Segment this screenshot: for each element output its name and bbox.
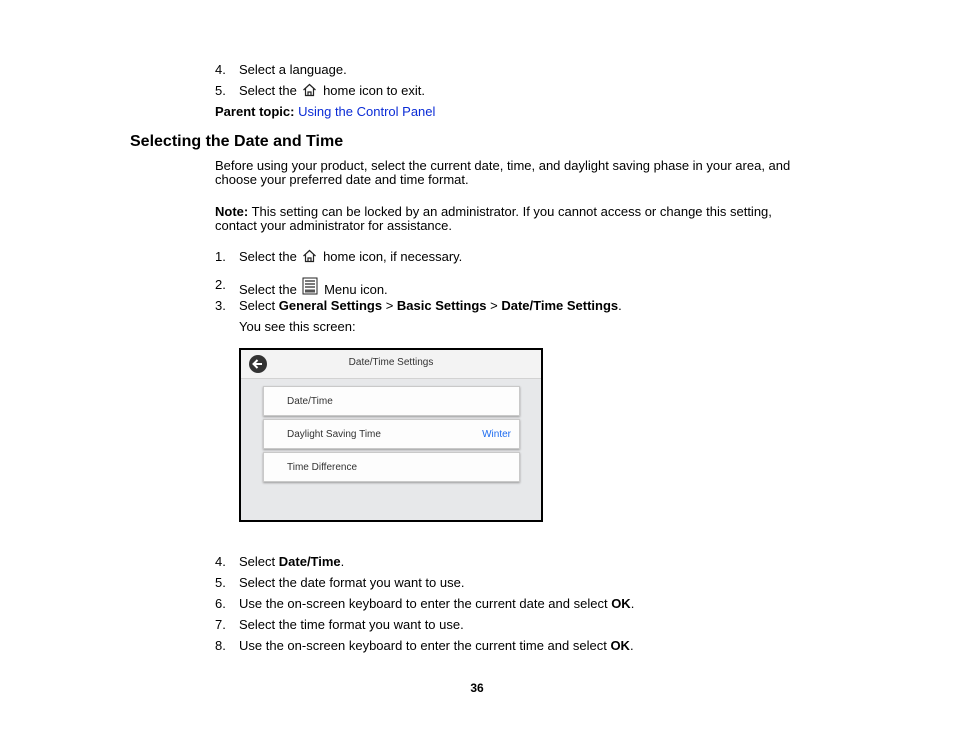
step-7-num: 7. <box>215 617 226 632</box>
step-1-num: 1. <box>215 249 226 264</box>
home-icon <box>302 83 317 101</box>
home-icon <box>302 249 317 267</box>
row-value: Winter <box>482 429 511 440</box>
row-label: Date/Time <box>287 396 333 407</box>
step-3-subtext: You see this screen: <box>239 319 356 334</box>
step-8-text: Use the on-screen keyboard to enter the current time and select OK. <box>239 638 634 653</box>
step-5-num: 5. <box>215 575 226 590</box>
step-6-text: Use the on-screen keyboard to enter the current date and select OK. <box>239 596 635 611</box>
section-heading: Selecting the Date and Time <box>130 133 344 150</box>
step-1-text: Select the home icon, if necessary. <box>239 249 462 267</box>
step-4-top-text: Select a language. <box>239 62 347 77</box>
step-6-num: 6. <box>215 596 226 611</box>
step-7-text: Select the time format you want to use. <box>239 617 464 632</box>
step-2-num: 2. <box>215 277 226 292</box>
row-daylight-saving-time[interactable] <box>263 419 520 449</box>
note-paragraph: Note: This setting can be locked by an administrator. If you cannot access or change this setting, contact your administrator for assistance. <box>215 204 772 233</box>
step-3-text: Select General Settings > Basic Settings > Date/Time Settings. <box>239 298 622 313</box>
screen-title: Date/Time Settings <box>348 357 434 368</box>
step-4-top: 4. <box>215 62 226 77</box>
parent-topic: Parent topic: Using the Control Panel <box>215 104 436 119</box>
intro-paragraph: Before using your product, select the current date, time, and daylight saving phase in your area, and choose your preferred date and time format. <box>215 158 791 187</box>
date-time-settings-screen <box>239 348 543 522</box>
page-number: 36 <box>470 681 484 695</box>
menu-icon <box>302 277 318 299</box>
step-2-text: Select the Menu icon. <box>239 277 388 299</box>
row-time-difference[interactable] <box>263 452 520 482</box>
step-5-top-text: Select the home icon to exit. <box>239 83 425 101</box>
step-5-text: Select the date format you want to use. <box>239 575 465 590</box>
step-8-num: 8. <box>215 638 226 653</box>
parent-topic-link[interactable]: Using the Control Panel <box>298 104 436 119</box>
step-4-text: Select Date/Time. <box>239 554 345 569</box>
row-label: Time Difference <box>287 462 358 473</box>
step-4-num: 4. <box>215 554 226 569</box>
row-label: Daylight Saving Time <box>287 429 381 440</box>
screen-header <box>241 350 541 379</box>
step-3-num: 3. <box>215 298 226 313</box>
row-date-time[interactable] <box>263 386 520 416</box>
step-5-top-num: 5. <box>215 83 226 98</box>
